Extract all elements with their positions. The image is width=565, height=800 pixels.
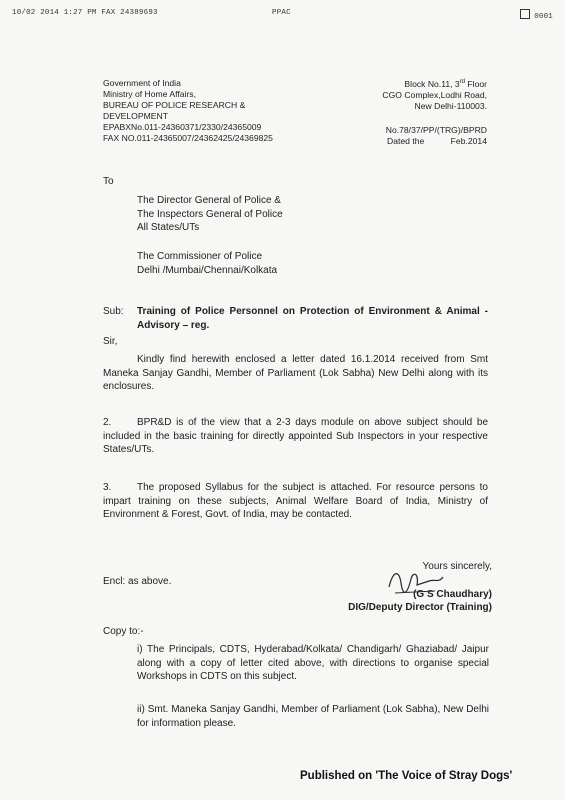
fax-datetime: 10/02 2014 1:27 PM FAX 24389693 [12, 9, 158, 17]
sender-line: FAX NO.011-24365007/24362425/24369825 [103, 133, 273, 143]
sender-line: BUREAU OF POLICE RESEARCH & [103, 100, 246, 110]
to-label: To [103, 176, 114, 187]
address-block-line: Block No.11, 3rd Floor [404, 78, 487, 89]
address-block [317, 77, 487, 147]
sender-block [103, 78, 333, 144]
paragraph-3: 3. The proposed Syllabus for the subject is attached. For resource persons to impart training on these subjects, Animal Welfare Board of India, Ministry of Environment & Forest, Govt. of India, may be contacted. [103, 482, 488, 521]
sender-line: DEVELOPMENT [103, 111, 168, 121]
sender-line: EPABXNo.011-24360371/2330/24365009 [103, 122, 262, 132]
subject-line [103, 305, 488, 332]
copy-to-label: Copy to:- [103, 626, 144, 637]
checkbox-icon [520, 9, 530, 19]
paragraph-2: 2. BPR&D is of the view that a 2-3 days module on above subject should be included in the basic training for directly appointed Sub Inspectors in your respective States/UTs. [103, 417, 488, 456]
address-city: New Delhi-110003. [414, 100, 487, 111]
fax-agency: PPAC [272, 9, 291, 17]
date-line: Dated the Feb.2014 [387, 135, 487, 146]
sender-line: Ministry of Home Affairs, [103, 89, 196, 99]
copy-recipient-1: i) The Principals, CDTS, Hyderabad/Kolkata/ Chandigarh/ Ghaziabad/ Jaipur along with a copy of letter cited above, with directions to organise special Workshops in CDTS on this subject. [137, 644, 489, 683]
address-complex: CGO Complex,Lodhi Road, [382, 89, 487, 100]
recipient-line: The Inspectors General of Police [137, 208, 283, 220]
handwritten-signature [385, 565, 445, 599]
recipients-group-1 [137, 194, 283, 235]
recipient-line: The Commissioner of Police [137, 251, 263, 262]
signatory-title: DIG/Deputy Director (Training) [348, 602, 492, 614]
enclosure-note: Encl: as above. [103, 576, 172, 587]
reference-number: No.78/37/PP/(TRG)/BPRD [385, 124, 487, 135]
recipient-line: The Director General of Police & [137, 195, 281, 206]
recipient-line: All States/UTs [137, 222, 200, 234]
subject-label: Sub: [103, 306, 124, 317]
subject-text: Training of Police Personnel on Protection of Environment & Animal - Advisory – reg. [137, 306, 488, 331]
signatory-name: (G S Chaudhary) [413, 588, 492, 600]
publisher-credit: Published on 'The Voice of Stray Dogs' [300, 770, 513, 782]
copy-recipient-2: ii) Smt. Maneka Sanjay Gandhi, Member of Parliament (Lok Sabha), New Delhi for information please. [137, 704, 489, 729]
recipient-line: Delhi /Mumbai/Chennai/Kolkata [137, 264, 278, 276]
sender-line: Government of India [103, 78, 181, 88]
fax-page: 0001 [520, 9, 553, 21]
paragraph-1: Kindly find herewith enclosed a letter dated 16.1.2014 received from Smt Maneka Sanjay Gandhi, Member of Parliament (Lok Sabha) New Delhi along with its enclosures. [103, 354, 488, 393]
recipients-group-2 [137, 250, 277, 277]
closing: Yours sincerely, [422, 561, 492, 572]
salutation: Sir, [103, 336, 118, 347]
fax-header [12, 9, 553, 21]
